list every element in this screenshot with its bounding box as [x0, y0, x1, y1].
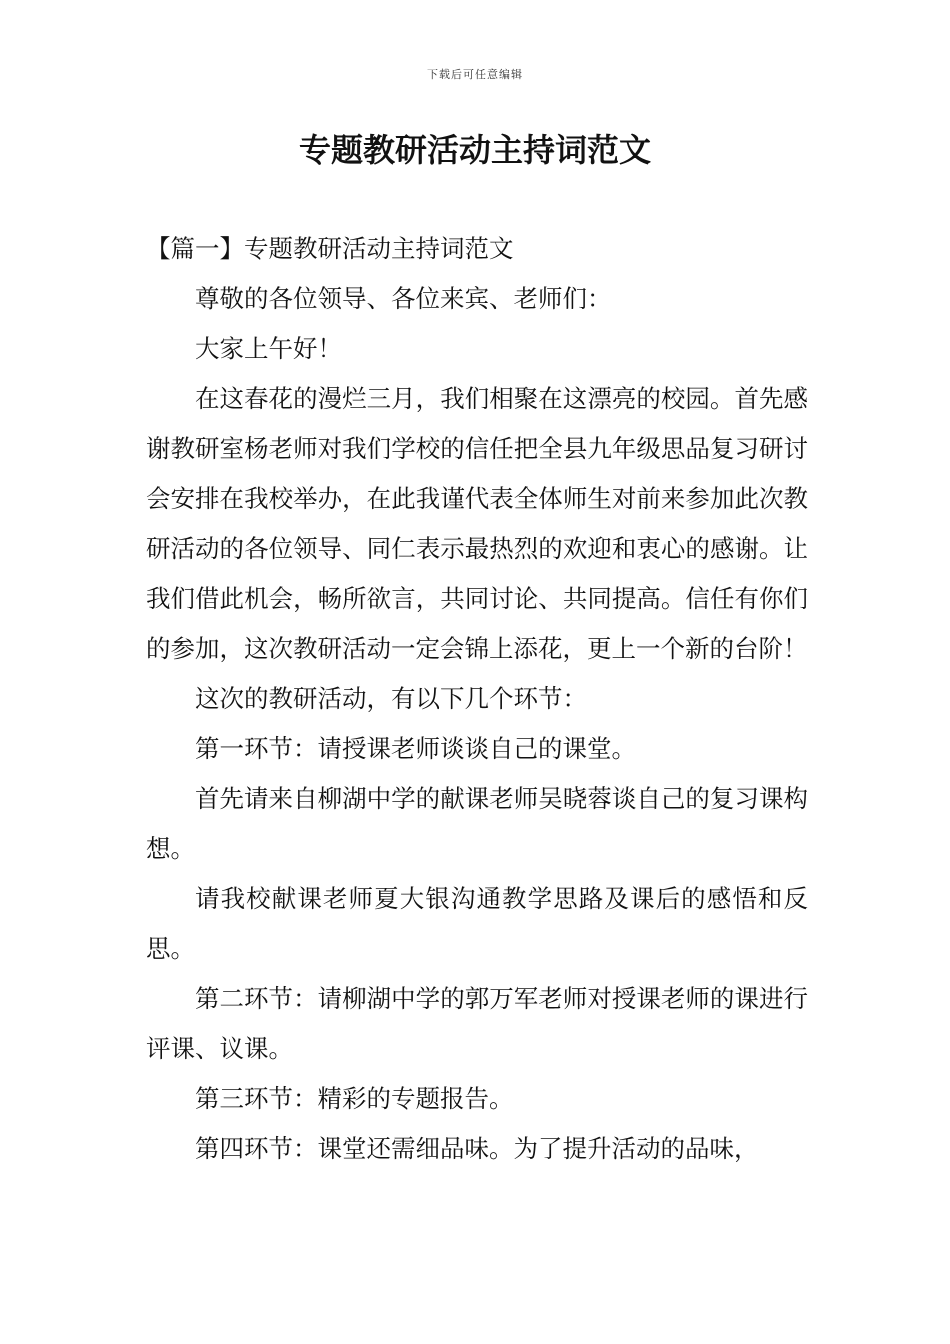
paragraph-step-four: 第四环节：课堂还需细品味。为了提升活动的品味，: [195, 1134, 759, 1163]
section-title: 【篇一】专题教研活动主持词范文: [146, 234, 514, 263]
paragraph-good-morning: 大家上午好！: [195, 334, 342, 363]
header-note: 下载后可任意编辑: [427, 68, 523, 81]
paragraph-welcome: 在这春花的漫烂三月，我们相聚在这漂亮的校园。首先感谢教研室杨老师对我们学校的信任把全县九年级思品复习研讨会安排在我校举办，在此我谨代表全体师生对前来参加此次教研活动的各位领导、同仁表示最热烈的欢迎和衷心的感谢。让我们借此机会，畅所欲言，共同讨论、共同提高。信任有你们的参加，这次教研活动一定会锦上添花，更上一个新的台阶！: [146, 384, 808, 663]
document-title: 专题教研活动主持词范文: [298, 131, 651, 169]
paragraph-step-three: 第三环节：精彩的专题报告。: [195, 1084, 514, 1113]
document-body: [146, 224, 808, 1174]
paragraph-teacher-wu: 首先请来自柳湖中学的献课老师吴晓蓉谈自己的复习课构想。: [146, 784, 808, 863]
paragraph-agenda-intro: 这次的教研活动，有以下几个环节：: [195, 684, 587, 713]
paragraph-greeting: 尊敬的各位领导、各位来宾、老师们：: [195, 284, 612, 313]
paragraph-step-two: 第二环节：请柳湖中学的郭万军老师对授课老师的课进行评课、议课。: [146, 984, 808, 1063]
paragraph-step-one: 第一环节：请授课老师谈谈自己的课堂。: [195, 734, 636, 763]
paragraph-teacher-xia: 请我校献课老师夏大银沟通教学思路及课后的感悟和反思。: [146, 884, 808, 963]
